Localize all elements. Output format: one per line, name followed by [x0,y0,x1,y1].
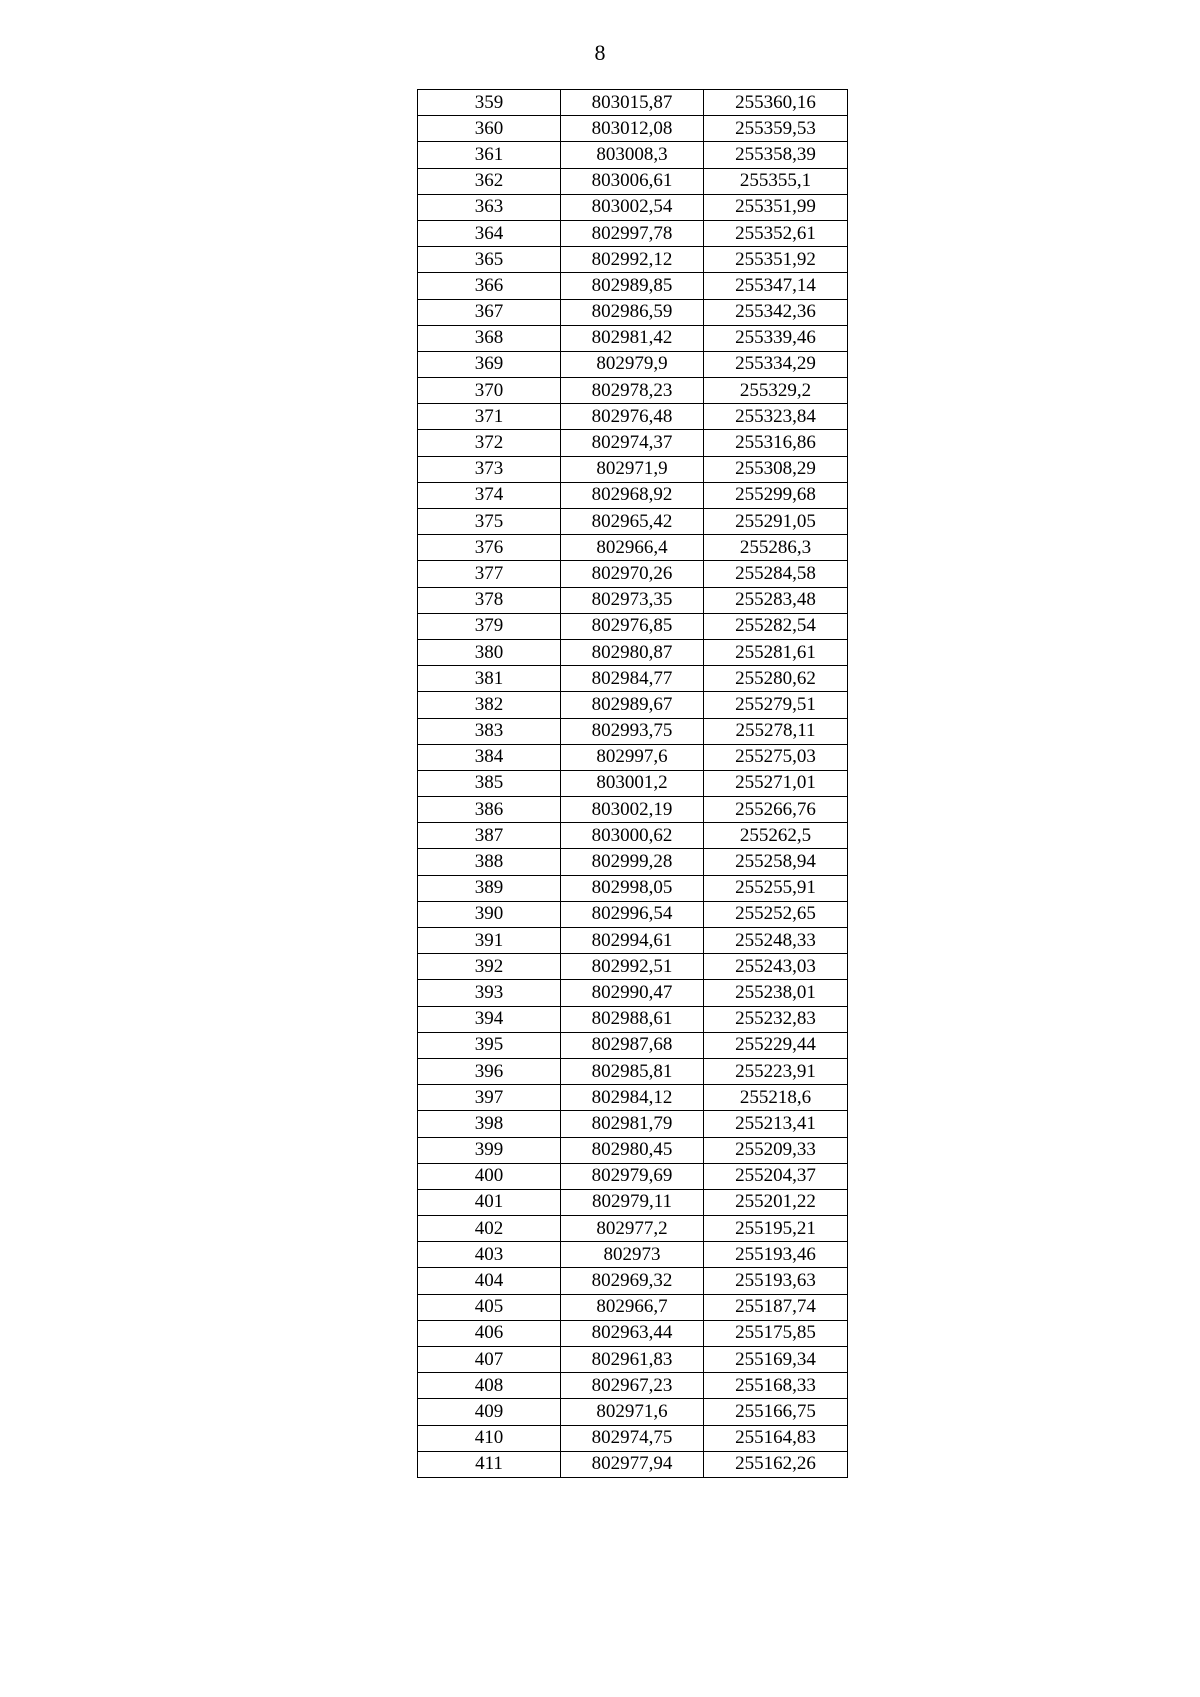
y-coordinate-cell: 255223,91 [704,1058,848,1084]
x-coordinate-cell: 802979,69 [561,1163,704,1189]
y-coordinate-cell: 255175,85 [704,1320,848,1346]
point-number-cell: 403 [418,1242,561,1268]
y-coordinate-cell: 255282,54 [704,613,848,639]
y-coordinate-cell: 255291,05 [704,509,848,535]
y-coordinate-cell: 255258,94 [704,849,848,875]
table-row [418,1294,848,1320]
table-row [418,639,848,665]
table-row [418,1347,848,1373]
point-number-cell: 388 [418,849,561,875]
y-coordinate-cell: 255169,34 [704,1347,848,1373]
x-coordinate-cell: 802998,05 [561,875,704,901]
point-number-cell: 366 [418,273,561,299]
point-number-cell: 363 [418,194,561,220]
table-row [418,90,848,116]
point-number-cell: 368 [418,325,561,351]
point-number-cell: 393 [418,980,561,1006]
point-number-cell: 378 [418,587,561,613]
y-coordinate-cell: 255243,03 [704,954,848,980]
x-coordinate-cell: 802999,28 [561,849,704,875]
point-number-cell: 385 [418,770,561,796]
y-coordinate-cell: 255347,14 [704,273,848,299]
x-coordinate-cell: 802988,61 [561,1006,704,1032]
table-row [418,430,848,456]
point-number-cell: 373 [418,456,561,482]
y-coordinate-cell: 255334,29 [704,351,848,377]
point-number-cell: 367 [418,299,561,325]
table-row [418,613,848,639]
table-row [418,718,848,744]
y-coordinate-cell: 255280,62 [704,666,848,692]
x-coordinate-cell: 802996,54 [561,901,704,927]
point-number-cell: 386 [418,797,561,823]
y-coordinate-cell: 255262,5 [704,823,848,849]
y-coordinate-cell: 255252,65 [704,901,848,927]
x-coordinate-cell: 802976,48 [561,404,704,430]
y-coordinate-cell: 255284,58 [704,561,848,587]
x-coordinate-cell: 802977,94 [561,1451,704,1477]
y-coordinate-cell: 255323,84 [704,404,848,430]
point-number-cell: 391 [418,928,561,954]
table-row [418,928,848,954]
x-coordinate-cell: 802985,81 [561,1058,704,1084]
y-coordinate-cell: 255166,75 [704,1399,848,1425]
point-number-cell: 364 [418,220,561,246]
table-row [418,1242,848,1268]
x-coordinate-cell: 802997,78 [561,220,704,246]
x-coordinate-cell: 802989,67 [561,692,704,718]
point-number-cell: 402 [418,1216,561,1242]
y-coordinate-cell: 255266,76 [704,797,848,823]
y-coordinate-cell: 255299,68 [704,482,848,508]
table-row [418,194,848,220]
table-row [418,770,848,796]
y-coordinate-cell: 255279,51 [704,692,848,718]
x-coordinate-cell: 802970,26 [561,561,704,587]
point-number-cell: 395 [418,1032,561,1058]
table-row [418,561,848,587]
y-coordinate-cell: 255352,61 [704,220,848,246]
point-number-cell: 392 [418,954,561,980]
x-coordinate-cell: 802967,23 [561,1373,704,1399]
table-row [418,1058,848,1084]
y-coordinate-cell: 255281,61 [704,639,848,665]
x-coordinate-cell: 802979,11 [561,1189,704,1215]
y-coordinate-cell: 255193,63 [704,1268,848,1294]
x-coordinate-cell: 803012,08 [561,116,704,142]
point-number-cell: 409 [418,1399,561,1425]
point-number-cell: 360 [418,116,561,142]
table-row [418,1425,848,1451]
table-row [418,875,848,901]
point-number-cell: 389 [418,875,561,901]
page-number: 8 [594,40,606,65]
x-coordinate-cell: 802992,51 [561,954,704,980]
x-coordinate-cell: 803015,87 [561,90,704,116]
point-number-cell: 406 [418,1320,561,1346]
point-number-cell: 387 [418,823,561,849]
x-coordinate-cell: 802997,6 [561,744,704,770]
x-coordinate-cell: 803002,54 [561,194,704,220]
table-row [418,142,848,168]
x-coordinate-cell: 802965,42 [561,509,704,535]
table-row [418,901,848,927]
y-coordinate-cell: 255248,33 [704,928,848,954]
table-row [418,378,848,404]
x-coordinate-cell: 802981,79 [561,1111,704,1137]
x-coordinate-cell: 802971,9 [561,456,704,482]
x-coordinate-cell: 802984,77 [561,666,704,692]
point-number-cell: 382 [418,692,561,718]
x-coordinate-cell: 802994,61 [561,928,704,954]
y-coordinate-cell: 255232,83 [704,1006,848,1032]
x-coordinate-cell: 802990,47 [561,980,704,1006]
coordinates-table-body [418,90,848,1478]
table-row [418,1163,848,1189]
point-number-cell: 410 [418,1425,561,1451]
table-row [418,404,848,430]
table-row [418,535,848,561]
x-coordinate-cell: 802978,23 [561,378,704,404]
x-coordinate-cell: 802973 [561,1242,704,1268]
point-number-cell: 371 [418,404,561,430]
x-coordinate-cell: 802979,9 [561,351,704,377]
y-coordinate-cell: 255238,01 [704,980,848,1006]
x-coordinate-cell: 802986,59 [561,299,704,325]
point-number-cell: 372 [418,430,561,456]
x-coordinate-cell: 802973,35 [561,587,704,613]
x-coordinate-cell: 802980,87 [561,639,704,665]
y-coordinate-cell: 255162,26 [704,1451,848,1477]
point-number-cell: 397 [418,1085,561,1111]
table-row [418,351,848,377]
table-row [418,456,848,482]
x-coordinate-cell: 802977,2 [561,1216,704,1242]
table-row [418,482,848,508]
y-coordinate-cell: 255342,36 [704,299,848,325]
point-number-cell: 375 [418,509,561,535]
y-coordinate-cell: 255286,3 [704,535,848,561]
coordinates-table [417,89,848,1478]
x-coordinate-cell: 803008,3 [561,142,704,168]
table-row [418,587,848,613]
point-number-cell: 394 [418,1006,561,1032]
table-row [418,1085,848,1111]
y-coordinate-cell: 255255,91 [704,875,848,901]
table-row [418,220,848,246]
point-number-cell: 377 [418,561,561,587]
x-coordinate-cell: 802966,4 [561,535,704,561]
y-coordinate-cell: 255229,44 [704,1032,848,1058]
table-row [418,849,848,875]
point-number-cell: 405 [418,1294,561,1320]
x-coordinate-cell: 802971,6 [561,1399,704,1425]
table-row [418,1399,848,1425]
table-row [418,1451,848,1477]
table-row [418,1373,848,1399]
y-coordinate-cell: 255329,2 [704,378,848,404]
y-coordinate-cell: 255271,01 [704,770,848,796]
x-coordinate-cell: 803006,61 [561,168,704,194]
y-coordinate-cell: 255355,1 [704,168,848,194]
point-number-cell: 399 [418,1137,561,1163]
y-coordinate-cell: 255278,11 [704,718,848,744]
point-number-cell: 407 [418,1347,561,1373]
point-number-cell: 400 [418,1163,561,1189]
table-row [418,1032,848,1058]
y-coordinate-cell: 255209,33 [704,1137,848,1163]
table-row [418,247,848,273]
x-coordinate-cell: 802987,68 [561,1032,704,1058]
table-row [418,666,848,692]
point-number-cell: 365 [418,247,561,273]
y-coordinate-cell: 255275,03 [704,744,848,770]
x-coordinate-cell: 803000,62 [561,823,704,849]
table-row [418,1268,848,1294]
y-coordinate-cell: 255360,16 [704,90,848,116]
point-number-cell: 396 [418,1058,561,1084]
table-row [418,1137,848,1163]
x-coordinate-cell: 802966,7 [561,1294,704,1320]
table-row [418,797,848,823]
point-number-cell: 369 [418,351,561,377]
table-row [418,116,848,142]
x-coordinate-cell: 803002,19 [561,797,704,823]
point-number-cell: 390 [418,901,561,927]
x-coordinate-cell: 802974,37 [561,430,704,456]
table-row [418,692,848,718]
table-row [418,744,848,770]
x-coordinate-cell: 802984,12 [561,1085,704,1111]
table-row [418,980,848,1006]
x-coordinate-cell: 802976,85 [561,613,704,639]
y-coordinate-cell: 255316,86 [704,430,848,456]
y-coordinate-cell: 255358,39 [704,142,848,168]
point-number-cell: 398 [418,1111,561,1137]
y-coordinate-cell: 255283,48 [704,587,848,613]
x-coordinate-cell: 802974,75 [561,1425,704,1451]
x-coordinate-cell: 802980,45 [561,1137,704,1163]
y-coordinate-cell: 255339,46 [704,325,848,351]
table-row [418,1111,848,1137]
y-coordinate-cell: 255193,46 [704,1242,848,1268]
point-number-cell: 374 [418,482,561,508]
point-number-cell: 380 [418,639,561,665]
point-number-cell: 359 [418,90,561,116]
x-coordinate-cell: 802963,44 [561,1320,704,1346]
y-coordinate-cell: 255218,6 [704,1085,848,1111]
x-coordinate-cell: 802969,32 [561,1268,704,1294]
y-coordinate-cell: 255351,92 [704,247,848,273]
table-row [418,823,848,849]
table-row [418,168,848,194]
table-row [418,509,848,535]
point-number-cell: 376 [418,535,561,561]
table-row [418,299,848,325]
y-coordinate-cell: 255195,21 [704,1216,848,1242]
point-number-cell: 383 [418,718,561,744]
x-coordinate-cell: 802993,75 [561,718,704,744]
y-coordinate-cell: 255201,22 [704,1189,848,1215]
point-number-cell: 401 [418,1189,561,1215]
point-number-cell: 411 [418,1451,561,1477]
table-row [418,1006,848,1032]
point-number-cell: 404 [418,1268,561,1294]
y-coordinate-cell: 255168,33 [704,1373,848,1399]
point-number-cell: 381 [418,666,561,692]
table-row [418,1320,848,1346]
table-row [418,1216,848,1242]
point-number-cell: 379 [418,613,561,639]
y-coordinate-cell: 255308,29 [704,456,848,482]
table-row [418,1189,848,1215]
y-coordinate-cell: 255164,83 [704,1425,848,1451]
y-coordinate-cell: 255359,53 [704,116,848,142]
y-coordinate-cell: 255187,74 [704,1294,848,1320]
y-coordinate-cell: 255204,37 [704,1163,848,1189]
point-number-cell: 362 [418,168,561,194]
point-number-cell: 408 [418,1373,561,1399]
y-coordinate-cell: 255213,41 [704,1111,848,1137]
table-row [418,954,848,980]
point-number-cell: 361 [418,142,561,168]
point-number-cell: 370 [418,378,561,404]
point-number-cell: 384 [418,744,561,770]
x-coordinate-cell: 803001,2 [561,770,704,796]
y-coordinate-cell: 255351,99 [704,194,848,220]
x-coordinate-cell: 802989,85 [561,273,704,299]
x-coordinate-cell: 802981,42 [561,325,704,351]
x-coordinate-cell: 802968,92 [561,482,704,508]
x-coordinate-cell: 802961,83 [561,1347,704,1373]
x-coordinate-cell: 802992,12 [561,247,704,273]
table-row [418,325,848,351]
table-row [418,273,848,299]
